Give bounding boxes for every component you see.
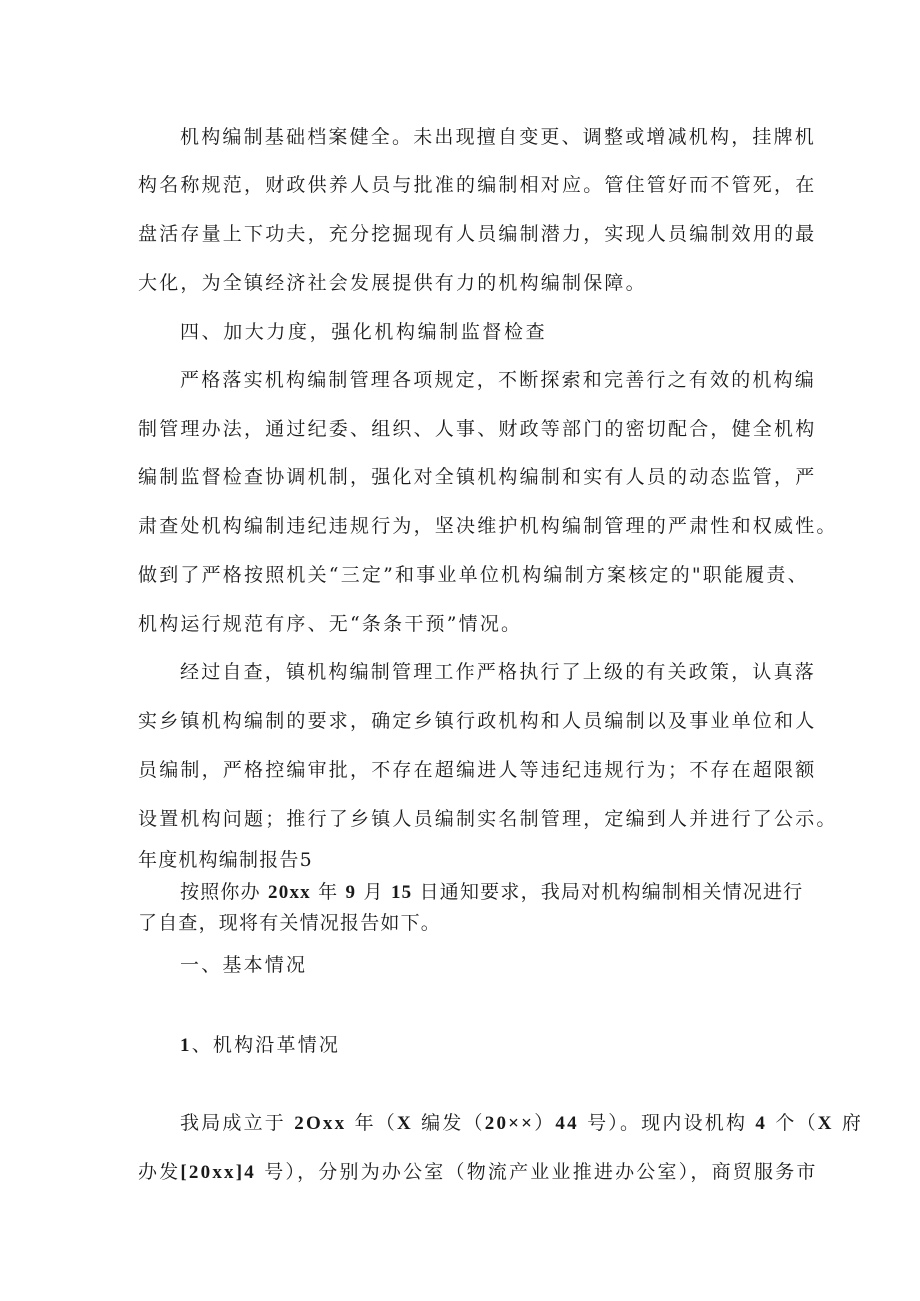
text-run: ）	[534, 1112, 556, 1134]
text-run: 日通知要求，我局对机构编制相关情况进行	[412, 881, 804, 903]
paragraph-line: 员编制，严格控编审批，不存在超编进人等违纪违规行为；不存在超限额	[138, 759, 817, 781]
paragraph-line: 制管理办法，通过纪委、组织、人事、财政等部门的密切配合，健全机构	[138, 418, 817, 440]
paragraph-line: 实乡镇机构编制的要求，确定乡镇行政机构和人员编制以及事业单位和人	[138, 710, 817, 732]
bold-run: 4	[755, 1113, 768, 1134]
bold-run: 20××	[484, 1113, 535, 1134]
subsection-text: 、机构沿革情况	[191, 1034, 341, 1056]
year-value: 20xx	[268, 882, 311, 903]
bold-run: X	[817, 1113, 834, 1134]
paragraph-line: 大化，为全镇经济社会发展提供有力的机构编制保障。	[138, 272, 647, 294]
bold-run: X	[396, 1113, 413, 1134]
history-line	[138, 1160, 818, 1185]
paragraph-line: 机构编制基础档案健全。未出现擅自变更、调整或增减机构，挂牌机	[180, 126, 817, 148]
text-run: 我局成立于	[180, 1112, 295, 1134]
subsection-heading	[180, 1033, 340, 1058]
text-run: 按照你办	[180, 881, 269, 903]
day-value: 15	[390, 882, 413, 903]
paragraph-line: 严格落实机构编制管理各项规定，不断探索和完善行之有效的机构编	[180, 369, 817, 391]
history-line	[180, 1111, 863, 1136]
paragraph-line: 做到了严格按照机关“三定”和事业单位机构编制方案核定的"职能履责、	[138, 564, 809, 586]
text-run: 号）。现内设机构	[578, 1112, 756, 1134]
month-value: 9	[345, 882, 357, 903]
paragraph-line: 构名称规范，财政供养人员与批准的编制相对应。管住管好而不管死，在	[138, 174, 817, 196]
section-heading: 一、基本情况	[180, 954, 308, 976]
text-run: 编发（	[412, 1112, 485, 1134]
text-run: 办发	[138, 1161, 181, 1183]
report-intro-line	[180, 880, 803, 905]
section-heading: 四、加大力度，强化机构编制监督检查	[180, 321, 548, 343]
paragraph-line: 盘活存量上下功夫，充分挖掘现有人员编制潜力，实现人员编制效用的最	[138, 223, 817, 245]
paragraph-line: 设置机构问题；推行了乡镇人员编制实名制管理，定编到人并进行了公示。	[138, 808, 838, 830]
bold-run: 2Oxx	[294, 1113, 347, 1134]
paragraph-line: 编制监督检查协调机制，强化对全镇机构编制和实有人员的动态监管，严	[138, 466, 817, 488]
report-intro-line: 了自查，现将有关情况报告如下。	[138, 912, 442, 934]
text-run: 年	[310, 881, 346, 903]
paragraph-line: 机构运行规范有序、无“条条干预”情况。	[138, 613, 523, 635]
bold-run: 44	[555, 1113, 579, 1134]
text-run: 府	[833, 1112, 864, 1134]
subsection-number: 1	[180, 1035, 192, 1056]
text-run: 号），分别为办公室（物流产业业推进办公室），商贸服务市	[255, 1161, 818, 1183]
paragraph-line: 经过自查，镇机构编制管理工作严格执行了上级的有关政策，认真落	[180, 661, 817, 683]
report-title: 年度机构编制报告5	[138, 849, 313, 871]
text-run: 年（	[346, 1112, 397, 1134]
text-run: 月	[356, 881, 391, 903]
bold-run: [20xx]4	[180, 1162, 256, 1183]
paragraph-line: 肃查处机构编制违纪违规行为，坚决维护机构编制管理的严肃性和权威性。	[138, 515, 838, 537]
text-run: 个（	[767, 1112, 818, 1134]
